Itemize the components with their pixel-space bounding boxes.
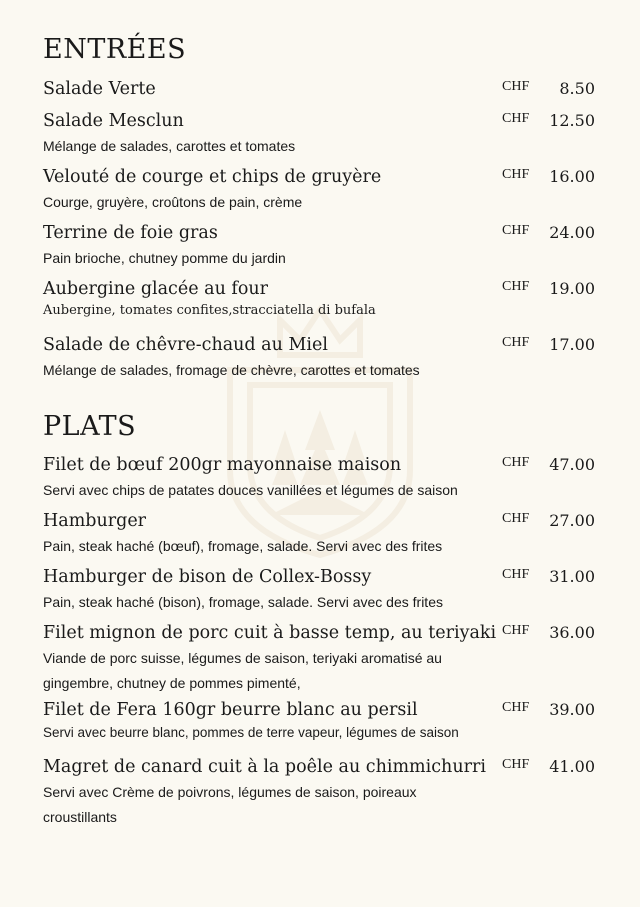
item-currency: CHF: [502, 511, 530, 526]
item-price: 8.50: [559, 79, 595, 98]
item-name: Salade Mesclun: [43, 111, 184, 131]
item-price: 47.00: [549, 455, 595, 474]
item-name: Filet mignon de porc cuit à basse temp, au teriyaki: [43, 623, 497, 643]
item-currency: CHF: [502, 79, 530, 94]
item-description: Pain, steak haché (bison), fromage, salade. Servi avec des frites: [43, 594, 443, 610]
menu-item: [43, 334, 603, 383]
item-price: 24.00: [549, 223, 595, 242]
item-name: Terrine de foie gras: [43, 223, 218, 243]
item-description: Courge, gruyère, croûtons de pain, crème: [43, 194, 303, 210]
item-name: Salade Verte: [43, 79, 156, 99]
item-price: 39.00: [549, 700, 595, 719]
item-description: Aubergine, tomates confites,stracciatella di bufala: [43, 303, 376, 318]
section-title-plats: PLATS: [43, 411, 137, 442]
menu-item: [43, 510, 603, 559]
menu-item: [43, 166, 603, 215]
item-description: Servi avec chips de patates douces vanillées et légumes de saison: [43, 482, 458, 498]
item-currency: CHF: [502, 700, 530, 715]
menu-item: [43, 78, 603, 100]
item-currency: CHF: [502, 757, 530, 772]
item-name: Salade de chêvre-chaud au Miel: [43, 335, 328, 355]
item-name: Aubergine glacée au four: [43, 279, 269, 299]
menu-item: [43, 566, 603, 615]
item-currency: CHF: [502, 455, 530, 470]
item-price: 17.00: [549, 335, 595, 354]
item-name: Magret de canard cuit à la poêle au chimmichurri: [43, 757, 486, 777]
item-name: Hamburger de bison de Collex-Bossy: [43, 567, 372, 587]
item-currency: CHF: [502, 279, 530, 294]
item-currency: CHF: [502, 567, 530, 582]
item-description: Mélange de salades, fromage de chèvre, carottes et tomates: [43, 362, 420, 378]
item-price: 36.00: [549, 623, 595, 642]
item-name: Velouté de courge et chips de gruyère: [43, 167, 382, 187]
item-currency: CHF: [502, 335, 530, 350]
item-currency: CHF: [502, 623, 530, 638]
item-description: Servi avec Crème de poivrons, légumes de saison, poireaux croustillants: [43, 784, 417, 825]
item-price: 41.00: [549, 757, 595, 776]
menu-item: [43, 756, 603, 830]
item-name: Filet de bœuf 200gr mayonnaise maison: [43, 455, 402, 475]
item-price: 31.00: [549, 567, 595, 586]
item-currency: CHF: [502, 167, 530, 182]
item-price: 16.00: [549, 167, 595, 186]
item-name: Hamburger: [43, 511, 147, 531]
item-description: Mélange de salades, carottes et tomates: [43, 138, 296, 154]
menu-item: [43, 222, 603, 271]
item-description: Servi avec beurre blanc, pommes de terre vapeur, légumes de saison: [43, 725, 459, 740]
item-description: Pain brioche, chutney pomme du jardin: [43, 250, 286, 266]
menu-item: [43, 699, 603, 743]
item-price: 27.00: [549, 511, 595, 530]
item-description: Viande de porc suisse, légumes de saison, teriyaki aromatisé au gingembre, chutney de pommes pimenté,: [43, 650, 442, 691]
item-price: 12.50: [549, 111, 595, 130]
menu-item: [43, 454, 603, 503]
item-currency: CHF: [502, 111, 530, 126]
item-name: Filet de Fera 160gr beurre blanc au persil: [43, 700, 418, 720]
menu-item: [43, 278, 603, 320]
item-description: Pain, steak haché (bœuf), fromage, salade. Servi avec des frites: [43, 538, 443, 554]
item-currency: CHF: [502, 223, 530, 238]
item-price: 19.00: [549, 279, 595, 298]
section-title-entrees: ENTRÉES: [43, 34, 187, 65]
menu-item: [43, 622, 603, 696]
menu-item: [43, 110, 603, 159]
